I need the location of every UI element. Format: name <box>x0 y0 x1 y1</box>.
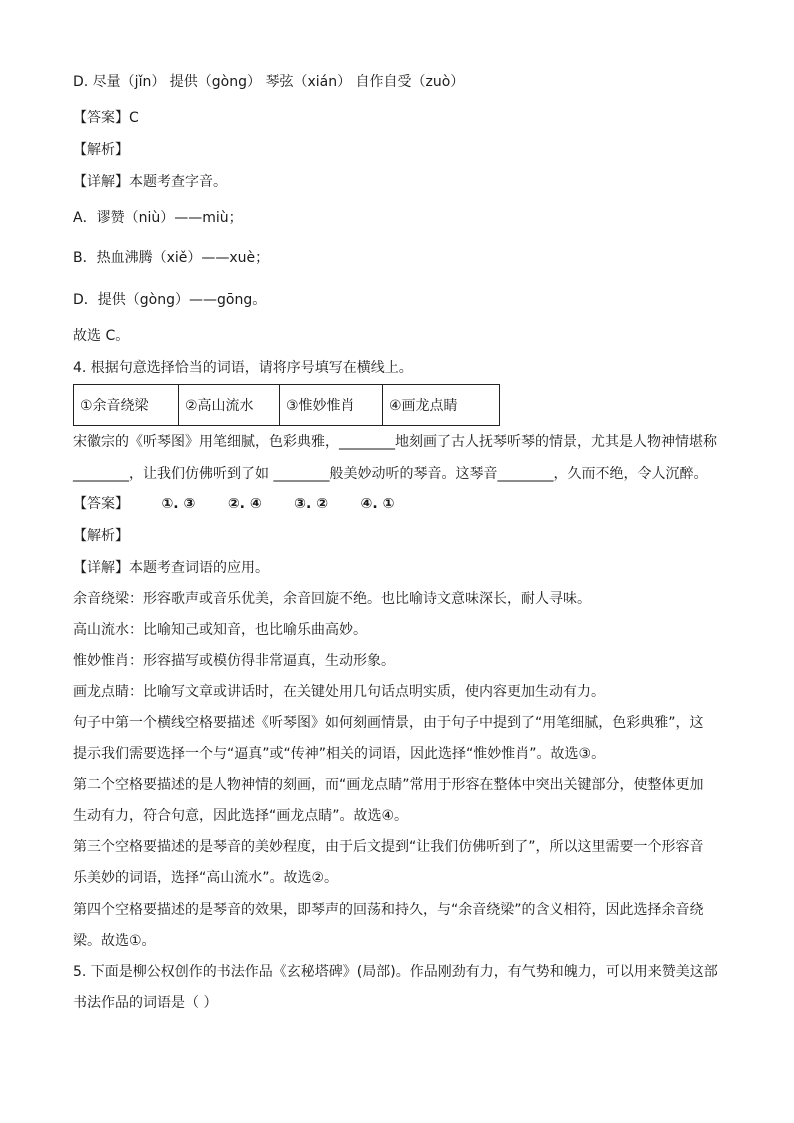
q4-def-2: 高山流水：比喻知己或知音，也比喻乐曲高妙。 <box>73 622 367 638</box>
q4-detail: 【详解】本题考查词语的应用。 <box>73 560 269 576</box>
q3-note-d: D．提供（gòng）——gōng。 <box>73 292 267 308</box>
q4-answer-4: ④. ① <box>360 496 395 512</box>
q4-exp1-line1: 句子中第一个横线空格要描述《听琴图》如何刻画情景，由于句子中提到了“用笔细腻，色彩典雅”，这 <box>73 715 704 731</box>
q4-exp3-line1: 第三个空格要描述的是琴音的美妙程度，由于后文提到“让我们仿佛听到了”，所以这里需要一个形容音 <box>73 839 704 855</box>
q4-exp2-line1: 第二个空格要描述的是人物神情的刻画，而“画龙点睛”常用于形容在整体中突出关键部分，使整体更加 <box>73 777 704 793</box>
q4-exp4-line2: 梁。故选①。 <box>73 933 156 949</box>
q4-stem: 4. 根据句意选择恰当的词语，请将序号填写在横线上。 <box>73 360 413 376</box>
q4-option-4: ④画龙点睛 <box>383 385 500 426</box>
q4-option-1: ①余音绕梁 <box>74 385 179 426</box>
q4-exp1-line2: 提示我们需要选择一个与“逼真”或“传神”相关的词语，因此选择“惟妙惟肖”。故选③。 <box>73 746 606 762</box>
q4-def-1: 余音绕梁：形容歌声或音乐优美，余音回旋不绝。也比喻诗文意味深长，耐人寻味。 <box>73 591 591 607</box>
q4-def-3: 惟妙惟肖：形容描写或模仿得非常逼真，生动形象。 <box>73 653 395 669</box>
q4-exp2-line2: 生动有力，符合句意，因此选择“画龙点睛”。故选④。 <box>73 808 409 824</box>
q4-answer-3: ③. ② <box>294 496 329 512</box>
q4-def-4: 画龙点睛：比喻写文章或讲话时，在关键处用几句话点明实质，使内容更加生动有力。 <box>73 684 605 700</box>
q4-passage-line1: 宋徽宗的《听琴图》用笔细腻，色彩典雅，________地刻画了古人抚琴听琴的情景，尤其是人物神情堪称 <box>73 434 717 450</box>
q4-options-table <box>73 384 500 426</box>
q4-answer-row <box>73 494 394 514</box>
q4-exp3-line2: 乐美妙的词语，选择“高山流水”。故选②。 <box>73 870 339 886</box>
q4-passage-line2: ________，让我们仿佛听到了如 ________般美妙动听的琴音。这琴音________，久而不绝，令人沉醉。 <box>73 466 708 482</box>
q3-analysis-label: 【解析】 <box>73 142 129 158</box>
q5-stem-line1: 5. 下面是柳公权创作的书法作品《玄秘塔碑》(局部)。作品刚劲有力，有气势和魄力，可以用来赞美这部 <box>73 964 718 980</box>
q4-answer-2: ②. ④ <box>227 496 262 512</box>
q4-answer-label: 【答案】 <box>73 496 129 512</box>
q4-answer-1: ①. ③ <box>161 496 196 512</box>
q4-analysis-label: 【解析】 <box>73 528 129 544</box>
q3-conclusion: 故选 C。 <box>73 328 130 344</box>
q3-note-b: B．热血沸腾（xiě）——xuè； <box>73 250 270 266</box>
q5-stem-line2: 书法作品的词语是（ ） <box>73 995 218 1011</box>
q3-note-a: A．谬赞（niù）——miù； <box>73 210 243 226</box>
q4-option-3: ③惟妙惟肖 <box>280 385 383 426</box>
q3-option-d: D. 尽量（jǐn） 提供（gòng） 琴弦（xián） 自作自受（zuò） <box>73 74 465 90</box>
q4-option-2: ②高山流水 <box>179 385 280 426</box>
q3-detail: 【详解】本题考查字音。 <box>73 174 227 190</box>
q4-exp4-line1: 第四个空格要描述的是琴音的效果，即琴声的回荡和持久，与“余音绕梁”的含义相符，因此选择余音绕 <box>73 902 704 918</box>
q3-answer: 【答案】C <box>73 110 139 126</box>
